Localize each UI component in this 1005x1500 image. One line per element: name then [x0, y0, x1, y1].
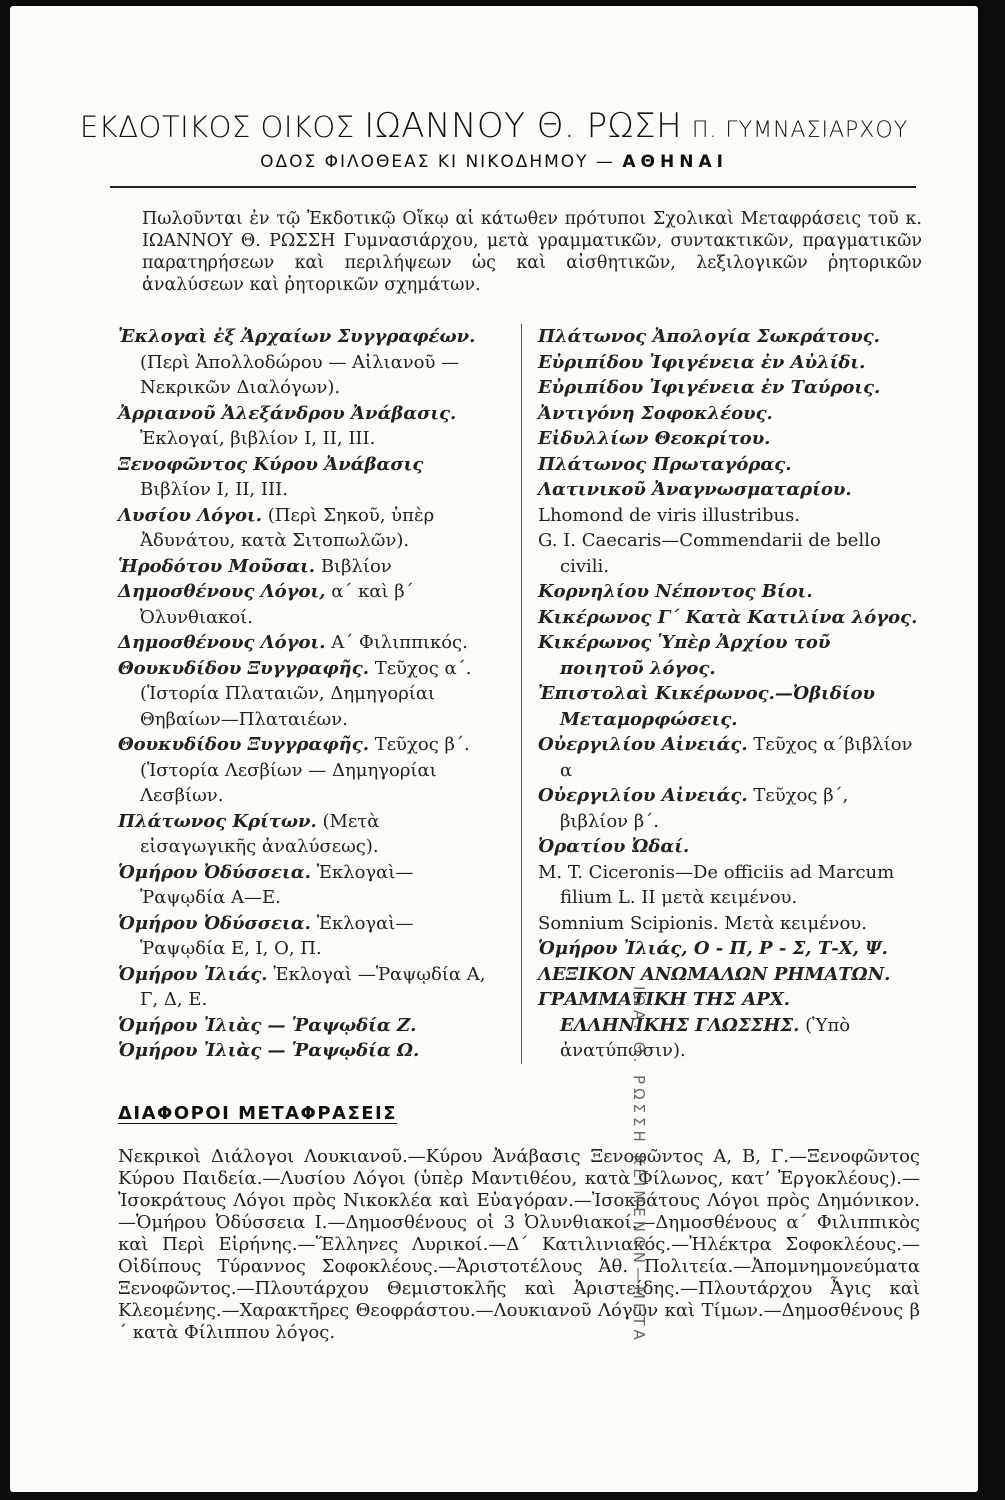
catalog-entry: [538, 477, 918, 503]
entry-detail: (Περὶ Ἀπολλοδώρου — Αἰλιανοῦ — Νεκρικῶν Διαλόγων).: [140, 351, 460, 398]
publisher-prefix: ΕΚΔΟΤΙΚΟΣ ΟΙΚΟΣ: [79, 110, 355, 144]
entry-detail: Τεῦχος α´βιβλίον α: [560, 734, 913, 781]
entry-detail: Ἐκλογαὶ—Ῥαψῳδία Ε, Ι, Ο, Π.: [140, 912, 414, 959]
entry-title: Πλάτωνος Κρίτων.: [118, 810, 317, 832]
entry-title: Ὁμήρου Ὀδύσσεια.: [118, 861, 311, 883]
entry-detail: Ἐκλογαὶ —Ῥαψῳδία Α, Γ, Δ, Ε.: [140, 963, 486, 1010]
entry-detail: Τεῦχος β´, βιβλίον β´.: [560, 785, 849, 832]
catalog-entry: [118, 1013, 498, 1039]
entry-title: Ἀρριανοῦ Ἀλεξάνδρου Ἀνάβασις.: [118, 402, 457, 424]
entry-detail: Βιβλίον Ι, ΙΙ, ΙΙΙ.: [140, 479, 288, 500]
entry-title: Λατινικοῦ Ἀναγνωσματαρίου.: [538, 479, 852, 500]
catalog-entry: [538, 962, 918, 988]
catalog-entry: [538, 324, 918, 350]
entry-title: Δημοσθένους Λόγοι,: [118, 581, 326, 602]
entry-title: Ὁμήρου Ὀδύσσεια.: [118, 912, 311, 934]
address-street: ΟΔΟΣ ΦΙΛΟΘΕΑΣ ΚΙ ΝΙΚΟΔΗΜΟΥ —: [260, 152, 615, 172]
entry-title: Ὁμήρου Ἰλιὰς — Ῥαψῳδία Ζ.: [118, 1014, 417, 1036]
catalog-entry: [118, 324, 498, 401]
catalog-page: [10, 6, 978, 1492]
catalog-entry: [538, 528, 918, 579]
entry-title: Θουκυδίδου Ξυγγραφῆς.: [118, 657, 369, 679]
entry-title: Ξενοφῶντος Κύρου Ἀνάβασις: [118, 453, 424, 475]
entry-title: Κικέρωνος Ὑπὲρ Ἀρχίου τοῦ ποιητοῦ λόγος.: [538, 632, 831, 679]
entry-detail: G. I. Caecaris—Commendarii de bello civili.: [538, 530, 881, 577]
catalog-entry: [538, 936, 918, 962]
entry-title: Κικέρωνος Γ´ Κατὰ Κατιλίνα λόγος.: [538, 606, 918, 628]
entry-title: Δημοσθένους Λόγοι.: [118, 632, 326, 653]
entry-detail: Τεῦχος β´. (Ἱστορία Λεσβίων — Δημηγορίαι Λεσβίων.: [140, 734, 470, 806]
entry-title: Ἡροδότου Μοῦσαι.: [118, 555, 316, 577]
catalog-column-right: [538, 324, 918, 1064]
entry-detail: (Ὑπὸ ἀνατύπωσιν).: [560, 1014, 851, 1061]
entry-title: Πλάτωνος Ἀπολογία Σωκράτους.: [538, 326, 880, 347]
catalog-entry: [118, 401, 498, 452]
entry-title: Εὐριπίδου Ἰφιγένεια ἐν Αὐλίδι.: [538, 351, 866, 373]
catalog-entry: [538, 987, 918, 1064]
catalog-entry: [538, 401, 918, 427]
catalog-entry: [118, 860, 498, 911]
catalog-entry: [118, 503, 498, 554]
misc-translations-paragraph: Νεκρικοὶ Διάλογοι Λουκιανοῦ.—Κύρου Ἀνάβασις Ξενοφῶντος Α, Β, Γ.—Ξενοφῶντος Κύρου Παιδεία.—Λυσίου Λόγοι (ὑπὲρ Μαντιθέου, κατὰ Φίλωνος, κατ’ Ἐργοκλέους).—Ἰσοκράτους Λόγοι πρὸς Νικοκλέα καὶ Εὐαγόραν.—Ἰσοκράτους Λόγοι πρὸς Δημόνικον.—Ὁμήρου Ὀδύσσεια Ι.—Δημοσθένους οἱ 3 Ὀλυνθιακοί.—Δημοσθένους α´ Φιλιππικὸς καὶ Περὶ Εἰρήνης.—Ἕλληνες Λυρικοί.—Δ´ Κατιλινιακός.—Ἠλέκτρα Σοφοκλέους.—Οἰδίπους Τύραννος Σοφοκλέους.—Ἀριστοτέλους Ἀθ. Πολιτεία.—Ἀπομνημονεύματα Ξενοφῶντος.—Πλουτάρχου Θεμιστοκλῆς καὶ Ἀριστείδης.—Πλουτάρχου Ἆγις καὶ Κλεομένης.—Χαρακτῆρες Θεοφράστου.—Λουκιανοῦ Λόγων καὶ Τίμων.—Δημοσθένους β´ κατὰ Φίλιππου λόγος.: [118, 1146, 920, 1343]
entry-title: Οὐεργιλίου Αἰνειάς.: [538, 734, 748, 755]
publisher-line: [10, 106, 978, 146]
catalog-entry: [538, 375, 918, 401]
catalog-entry: [538, 426, 918, 452]
entry-title: Ἀντιγόνη Σοφοκλέους.: [538, 402, 773, 424]
spine-text: ΙΩΑ. Θ. ΡΩΣΣΗ ΚΕΙΜΕΝΟΝ—ΜΕΤΑ: [630, 986, 649, 1344]
entry-title: Πλάτωνος Πρωταγόρας.: [538, 453, 792, 475]
catalog-column-left: [118, 324, 498, 1064]
entry-title: ΛΕΞΙΚΟΝ ΑΝΩΜΑΛΩΝ ΡΗΜΑΤΩΝ.: [538, 963, 891, 985]
entry-title: Θουκυδίδου Ξυγγραφῆς.: [118, 734, 369, 755]
publisher-name: ΙΩΑΝΝΟΥ Θ. ΡΩΣΗ: [364, 106, 683, 146]
catalog-entry: [538, 503, 918, 529]
entry-detail: Βιβλίον: [320, 555, 392, 577]
catalog-entry: [538, 452, 918, 478]
entry-detail: Τεῦχος α´. (Ἱστορία Πλαταιῶν, Δημηγορίαι Θηβαίων—Πλαταιέων.: [140, 657, 472, 730]
entry-title: Ἐκλογαὶ ἐξ Ἀρχαίων Συγγραφέων.: [118, 326, 476, 347]
catalog-entry: [538, 681, 918, 732]
entry-detail: Α´ Φιλιππικός.: [331, 632, 468, 653]
entry-title: Λυσίου Λόγοι.: [118, 504, 263, 526]
entry-title: Εὐριπίδου Ἰφιγένεια ἐν Ταύροις.: [538, 377, 881, 398]
publisher-title: Π. ΓΥΜΝΑΣΙΑΡΧΟΥ: [691, 118, 909, 143]
catalog-entry: [538, 911, 918, 937]
entry-detail: Lhomond de viris illustribus.: [538, 504, 801, 526]
catalog-entry: [118, 962, 498, 1013]
catalog-entry: [538, 579, 918, 605]
header-rule: [110, 186, 916, 188]
catalog-entry: [118, 554, 498, 580]
catalog-entry: [118, 809, 498, 860]
address-city: ΑΘΗΝΑΙ: [622, 152, 728, 172]
publisher-address: [10, 152, 978, 172]
catalog-entry: [538, 783, 918, 834]
catalog-entry: [538, 630, 918, 681]
entry-detail: (Περὶ Σηκοῦ, ὑπὲρ Ἀδυνάτου, κατὰ Σιτοπωλῶν).: [140, 504, 435, 551]
entry-title: Ἐπιστολαὶ Κικέρωνος.—Ὀβιδίου Μεταμορφώσεις.: [538, 683, 875, 730]
catalog-entry: [538, 860, 918, 911]
catalog-entry: [118, 452, 498, 503]
entry-title: Οὐεργιλίου Αἰνειάς.: [538, 785, 748, 806]
entry-detail: M. T. Ciceronis—De officiis ad Marcum filium L. II μετὰ κειμένου.: [538, 861, 895, 908]
entry-title: Ὁμήρου Ἰλιὰς — Ῥαψῳδία Ω.: [118, 1040, 420, 1061]
intro-paragraph: Πωλοῦνται ἐν τῷ Ἐκδοτικῷ Οἴκῳ αἱ κάτωθεν πρότυποι Σχολικαὶ Μεταφράσεις τοῦ κ. ΙΩΑΝΝΟΥ Θ. ΡΩΣΣΗ Γυμνασιάρχου, μετὰ γραμματικῶν, συντακτικῶν, πραγματικῶν παρατηρήσεων καὶ περιλήψεων ὡς καὶ αἰσθητικῶν, λεξιλογικῶν ῥητορικῶν ἀναλύσεων καὶ ῥητορικῶν σχημάτων.: [142, 209, 922, 295]
entry-detail: Somnium Scipionis. Μετὰ κειμένου.: [538, 912, 867, 934]
catalog-entry: [118, 732, 498, 809]
entry-title: Ὀρατίου Ὠδαί.: [538, 836, 690, 857]
entry-detail: α´ καὶ β´ Ὀλυνθιακοί.: [140, 581, 414, 628]
catalog-entry: [538, 834, 918, 860]
catalog-entry: [118, 656, 498, 733]
catalog-entry: [118, 1038, 498, 1064]
entry-title: Εἰδυλλίων Θεοκρίτου.: [538, 428, 771, 449]
entry-title: Ὁμήρου Ἰλιάς, Ο - Π, Ρ - Σ, Τ-Χ, Ψ.: [538, 938, 888, 959]
catalog-entry: [118, 630, 498, 656]
column-divider: [521, 324, 522, 1064]
publisher-header: [10, 106, 978, 172]
entry-title: Κορνηλίου Νέποντος Βίοι.: [538, 581, 813, 602]
catalog-entry: [538, 350, 918, 376]
entry-detail: Ἐκλογαί, βιβλίον Ι, ΙΙ, ΙΙΙ.: [140, 428, 376, 449]
catalog-entry: [118, 911, 498, 962]
entry-title: Ὁμήρου Ἰλιάς.: [118, 963, 268, 985]
catalog-entry: [538, 732, 918, 783]
catalog-entry: [118, 579, 498, 630]
entry-detail: Ἐκλογαὶ—Ῥαψῳδία Α—Ε.: [140, 861, 414, 908]
section-heading: ΔΙΑΦΟΡΟΙ ΜΕΤΑΦΡΑΣΕΙΣ: [118, 1103, 398, 1124]
entry-detail: (Μετὰ εἰσαγωγικῆς ἀναλύσεως).: [140, 810, 380, 857]
catalog-entry: [538, 605, 918, 631]
entry-title: ΓΡΑΜΜΑΤΙΚΗ ΤΗΣ ΑΡΧ. ΕΛΛΗΝΙΚΗΣ ΓΛΩΣΣΗΣ.: [538, 989, 800, 1036]
